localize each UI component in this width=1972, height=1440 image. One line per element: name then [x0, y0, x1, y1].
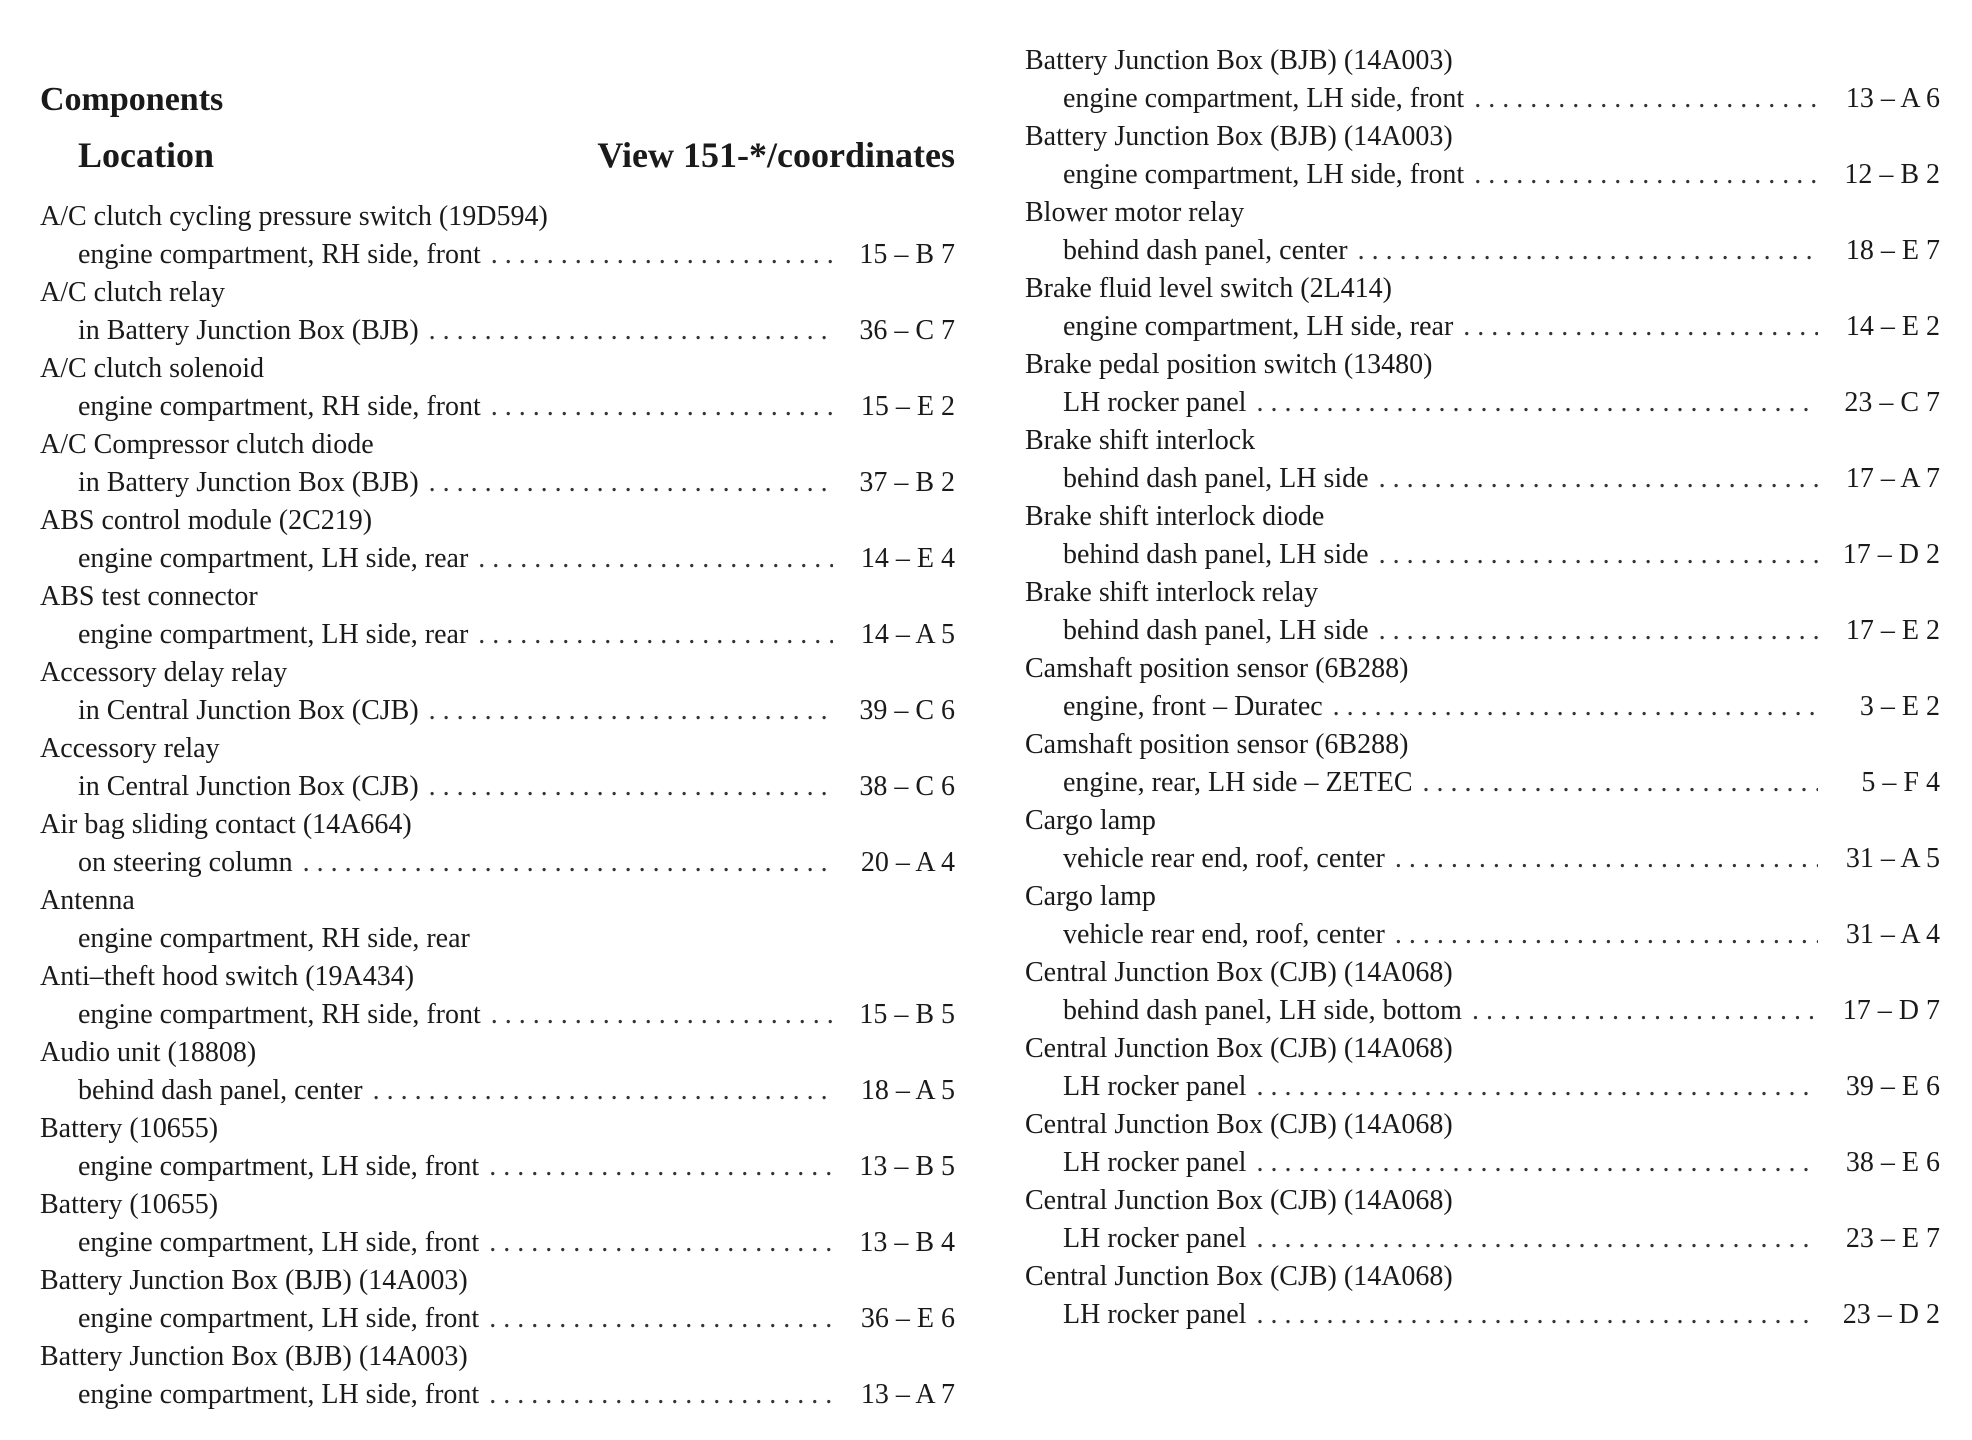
view-coordinate: 15 – B 5 [859, 999, 955, 1030]
component-entry [1025, 194, 1940, 270]
component-name: Brake fluid level switch (2L414) [1025, 273, 1393, 304]
component-location: in Central Junction Box (CJB) [78, 771, 419, 802]
component-entry [40, 806, 955, 882]
component-entry [40, 502, 955, 578]
view-coordinate: 13 – B 5 [859, 1151, 955, 1182]
component-location: engine compartment, RH side, front [78, 239, 481, 270]
dot-leader [1256, 1220, 1818, 1258]
dot-leader [478, 616, 833, 654]
component-location: engine compartment, RH side, rear [78, 923, 470, 954]
view-coordinate: 13 – A 6 [1845, 83, 1940, 114]
component-name: Camshaft position sensor (6B288) [1025, 653, 1409, 684]
dot-leader [1256, 384, 1818, 422]
component-name: Antenna [40, 885, 135, 916]
component-name: Brake shift interlock diode [1025, 501, 1325, 532]
component-location-row [1025, 840, 1940, 878]
component-location-row [40, 844, 955, 882]
component-location: LH rocker panel [1063, 1071, 1247, 1102]
component-location: behind dash panel, center [1063, 235, 1348, 266]
component-name: Air bag sliding contact (14A664) [40, 809, 412, 840]
component-location: engine compartment, LH side, front [1063, 83, 1465, 114]
component-entry [1025, 42, 1940, 118]
component-location-row [1025, 1144, 1940, 1182]
component-name: A/C clutch solenoid [40, 353, 264, 384]
component-location-row [40, 768, 955, 806]
view-coordinate: 17 – A 7 [1845, 463, 1940, 494]
component-name: A/C Compressor clutch diode [40, 429, 374, 460]
view-coordinate: 36 – E 6 [860, 1303, 955, 1334]
left-entry-list [40, 198, 955, 1414]
dot-leader [1474, 80, 1818, 118]
component-location-row [40, 236, 955, 274]
view-coordinate: 38 – C 6 [859, 771, 955, 802]
component-entry [40, 654, 955, 730]
component-name: Blower motor relay [1025, 197, 1245, 228]
component-location: behind dash panel, LH side [1063, 615, 1369, 646]
view-coordinate: 36 – C 7 [859, 315, 955, 346]
component-location: engine compartment, RH side, front [78, 391, 481, 422]
component-location: LH rocker panel [1063, 387, 1247, 418]
component-entry [1025, 726, 1940, 802]
component-name: Brake shift interlock [1025, 425, 1256, 456]
dot-leader [489, 1224, 833, 1262]
component-location-row [1025, 384, 1940, 422]
component-location: behind dash panel, center [78, 1075, 363, 1106]
component-name: Camshaft position sensor (6B288) [1025, 729, 1409, 760]
component-location-row [40, 920, 955, 958]
view-coordinates-column-header: View 151-*/coordinates [597, 135, 955, 175]
view-coordinate: 23 – E 7 [1845, 1223, 1940, 1254]
component-name: Battery Junction Box (BJB) (14A003) [1025, 45, 1453, 76]
view-coordinate: 37 – B 2 [859, 467, 955, 498]
component-location: behind dash panel, LH side, bottom [1063, 995, 1462, 1026]
dot-leader [489, 1376, 833, 1414]
component-name: Central Junction Box (CJB) (14A068) [1025, 1033, 1453, 1064]
dot-leader [1395, 840, 1818, 878]
component-entry [1025, 1030, 1940, 1106]
component-entry [40, 1110, 955, 1186]
component-location: engine compartment, LH side, rear [78, 543, 469, 574]
dot-leader [491, 236, 833, 274]
component-entry [1025, 498, 1940, 574]
component-entry [1025, 802, 1940, 878]
component-location-row [40, 312, 955, 350]
dot-leader [489, 1148, 833, 1186]
dot-leader [1379, 460, 1818, 498]
component-location-row [1025, 536, 1940, 574]
component-location: engine compartment, LH side, front [78, 1379, 480, 1410]
dot-leader [1379, 536, 1818, 574]
view-coordinate: 18 – E 7 [1845, 235, 1940, 266]
component-name: Brake shift interlock relay [1025, 577, 1319, 608]
view-coordinate: 14 – E 4 [860, 543, 955, 574]
component-location-row [1025, 688, 1940, 726]
component-location-row [1025, 764, 1940, 802]
component-entry [1025, 574, 1940, 650]
component-entry [1025, 1182, 1940, 1258]
component-entry [1025, 1106, 1940, 1182]
component-location-row [1025, 1068, 1940, 1106]
component-location-row [1025, 232, 1940, 270]
dot-leader [1395, 916, 1818, 954]
component-location-row [40, 540, 955, 578]
component-location-row [40, 1148, 955, 1186]
component-name: Battery (10655) [40, 1113, 219, 1144]
view-coordinate: 38 – E 6 [1845, 1147, 1940, 1178]
component-location-row [40, 692, 955, 730]
component-location-row [40, 996, 955, 1034]
view-coordinate: 17 – D 7 [1842, 995, 1940, 1026]
component-location: engine compartment, LH side, rear [1063, 311, 1454, 342]
component-location-row [1025, 1220, 1940, 1258]
view-coordinate: 39 – E 6 [1845, 1071, 1940, 1102]
component-location: LH rocker panel [1063, 1299, 1247, 1330]
view-coordinate: 13 – A 7 [860, 1379, 955, 1410]
component-location: on steering column [78, 847, 293, 878]
view-coordinate: 31 – A 4 [1845, 919, 1940, 950]
component-entry [1025, 270, 1940, 346]
component-location: in Battery Junction Box (BJB) [78, 315, 419, 346]
dot-leader [303, 844, 833, 882]
component-name: Accessory relay [40, 733, 220, 764]
dot-leader [1256, 1144, 1818, 1182]
view-coordinate: 31 – A 5 [1845, 843, 1940, 874]
component-location-row [1025, 308, 1940, 346]
component-location: behind dash panel, LH side [1063, 539, 1369, 570]
component-entry [1025, 650, 1940, 726]
view-coordinate: 14 – E 2 [1845, 311, 1940, 342]
location-column-header: Location [78, 135, 215, 175]
component-name: Brake pedal position switch (13480) [1025, 349, 1433, 380]
component-location: vehicle rear end, roof, center [1063, 919, 1385, 950]
component-name: A/C clutch relay [40, 277, 226, 308]
component-name: Battery (10655) [40, 1189, 219, 1220]
component-entry [1025, 954, 1940, 1030]
component-entry [40, 730, 955, 806]
dot-leader [429, 692, 833, 730]
component-name: Central Junction Box (CJB) (14A068) [1025, 957, 1453, 988]
dot-leader [489, 1300, 833, 1338]
component-name: Accessory delay relay [40, 657, 288, 688]
component-location: in Central Junction Box (CJB) [78, 695, 419, 726]
dot-leader [491, 388, 833, 426]
component-location: engine compartment, LH side, rear [78, 619, 469, 650]
view-coordinate: 17 – E 2 [1845, 615, 1940, 646]
component-entry [40, 1338, 955, 1414]
component-location-row [1025, 992, 1940, 1030]
component-name: ABS test connector [40, 581, 258, 612]
dot-leader [1423, 764, 1818, 802]
view-coordinate: 23 – D 2 [1842, 1299, 1940, 1330]
component-location: behind dash panel, LH side [1063, 463, 1369, 494]
dot-leader [1472, 992, 1818, 1030]
component-location-row [40, 388, 955, 426]
component-location: in Battery Junction Box (BJB) [78, 467, 419, 498]
dot-leader [1333, 688, 1818, 726]
view-coordinate: 23 – C 7 [1844, 387, 1940, 418]
component-name: A/C clutch cycling pressure switch (19D594) [40, 201, 548, 232]
component-location-row [40, 1376, 955, 1414]
component-location: engine compartment, LH side, front [1063, 159, 1465, 190]
component-location-row [40, 464, 955, 502]
component-entry [40, 578, 955, 654]
component-name: Cargo lamp [1025, 805, 1156, 836]
component-name: Central Junction Box (CJB) (14A068) [1025, 1109, 1453, 1140]
component-location: vehicle rear end, roof, center [1063, 843, 1385, 874]
component-location-row [1025, 1296, 1940, 1334]
view-coordinate: 17 – D 2 [1842, 539, 1940, 570]
view-coordinate: 15 – E 2 [860, 391, 955, 422]
component-name: Central Junction Box (CJB) (14A068) [1025, 1185, 1453, 1216]
component-location-row [1025, 916, 1940, 954]
component-entry [40, 350, 955, 426]
view-coordinate: 12 – B 2 [1844, 159, 1940, 190]
component-location-row [1025, 156, 1940, 194]
dot-leader [1379, 612, 1818, 650]
dot-leader [1474, 156, 1818, 194]
component-location: engine, front – Duratec [1063, 691, 1323, 722]
view-coordinate: 18 – A 5 [860, 1075, 955, 1106]
component-name: Anti–theft hood switch (19A434) [40, 961, 415, 992]
component-location: engine compartment, LH side, front [78, 1303, 480, 1334]
right-entry-list [1025, 42, 1940, 1334]
dot-leader [1256, 1068, 1818, 1106]
component-location: engine, rear, LH side – ZETEC [1063, 767, 1413, 798]
component-entry [1025, 422, 1940, 498]
component-location: engine compartment, LH side, front [78, 1151, 480, 1182]
dot-leader [429, 464, 833, 502]
view-coordinate: 15 – B 7 [859, 239, 955, 270]
component-location: engine compartment, RH side, front [78, 999, 481, 1030]
view-coordinate: 13 – B 4 [859, 1227, 955, 1258]
component-name: ABS control module (2C219) [40, 505, 373, 536]
component-entry [40, 198, 955, 274]
dot-leader [429, 768, 833, 806]
view-coordinate: 39 – C 6 [859, 695, 955, 726]
view-coordinate: 20 – A 4 [860, 847, 955, 878]
component-name: Audio unit (18808) [40, 1037, 257, 1068]
component-entry [1025, 1258, 1940, 1334]
component-location-row [1025, 460, 1940, 498]
dot-leader [478, 540, 833, 578]
component-entry [40, 426, 955, 502]
component-entry [40, 958, 955, 1034]
section-heading: Components [40, 81, 224, 118]
dot-leader [1358, 232, 1818, 270]
dot-leader [1463, 308, 1818, 346]
component-name: Central Junction Box (CJB) (14A068) [1025, 1261, 1453, 1292]
component-name: Battery Junction Box (BJB) (14A003) [1025, 121, 1453, 152]
component-entry [1025, 118, 1940, 194]
component-location-row [40, 1300, 955, 1338]
component-location: engine compartment, LH side, front [78, 1227, 480, 1258]
component-entry [40, 274, 955, 350]
dot-leader [1256, 1296, 1818, 1334]
component-entry [40, 1034, 955, 1110]
component-entry [1025, 346, 1940, 422]
dot-leader [429, 312, 833, 350]
component-location-row [40, 1224, 955, 1262]
component-location-row [1025, 80, 1940, 118]
component-entry [1025, 878, 1940, 954]
view-coordinate: 14 – A 5 [860, 619, 955, 650]
component-location-row [40, 616, 955, 654]
view-coordinate: 5 – F 4 [1861, 767, 1940, 798]
dot-leader [373, 1072, 833, 1110]
component-entry [40, 1262, 955, 1338]
component-location-row [1025, 612, 1940, 650]
component-location: LH rocker panel [1063, 1223, 1247, 1254]
component-entry [40, 882, 955, 958]
component-name: Cargo lamp [1025, 881, 1156, 912]
component-location: LH rocker panel [1063, 1147, 1247, 1178]
component-name: Battery Junction Box (BJB) (14A003) [40, 1341, 468, 1372]
view-coordinate: 3 – E 2 [1859, 691, 1940, 722]
component-location-row [40, 1072, 955, 1110]
component-entry [40, 1186, 955, 1262]
dot-leader [491, 996, 833, 1034]
component-name: Battery Junction Box (BJB) (14A003) [40, 1265, 468, 1296]
